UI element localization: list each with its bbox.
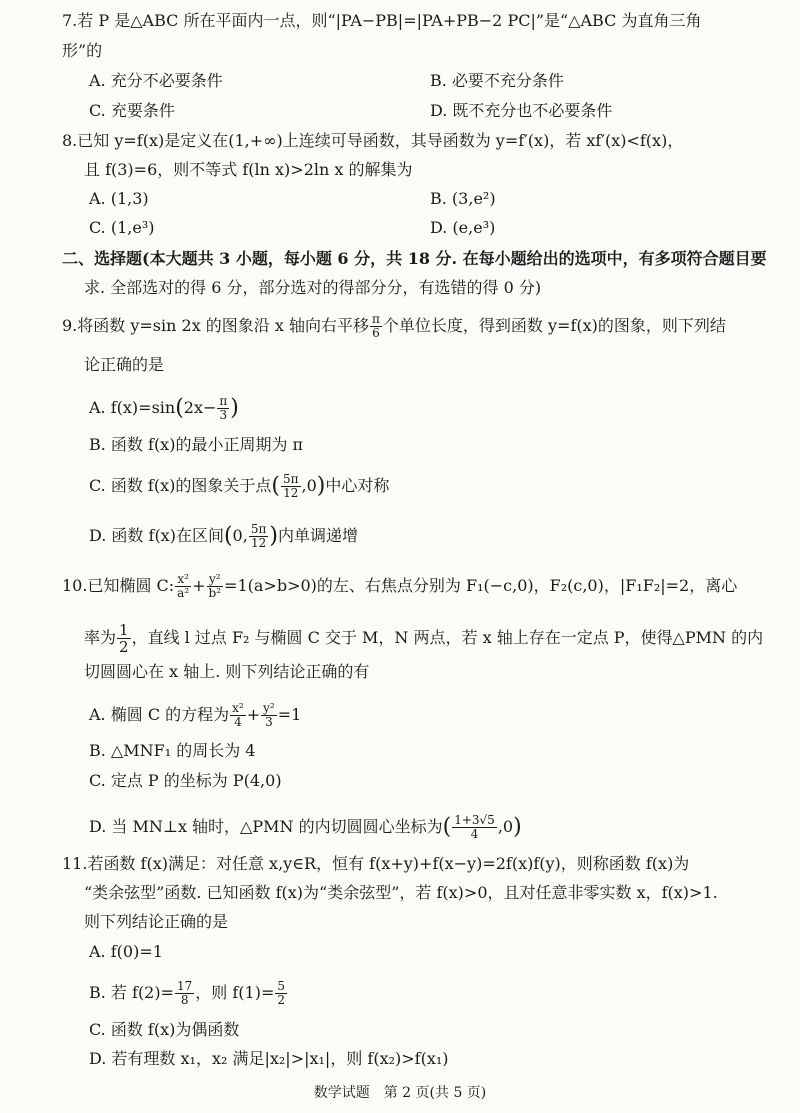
q9-option-a-inner: 2x− [183, 398, 217, 417]
q10-option-c: C. 定点 P 的坐标为 P(4,0) [89, 771, 282, 790]
q9-option-d-tail: 内单调递增 [277, 526, 358, 545]
q10-stem-text-b: =1(a>b>0)的左、右焦点分别为 F₁(−c,0)，F₂(c,0)，|F₁F₂|=2，离心 [224, 576, 738, 595]
fraction-denominator: a² [177, 586, 190, 600]
fraction-numerator: x² [232, 701, 244, 715]
q9-option-a-fraction [217, 395, 229, 422]
fraction-denominator: 12 [250, 536, 267, 550]
q10-option-a-xfrac [230, 702, 246, 729]
q9-option-d-inner: 0, [232, 526, 248, 545]
section2-heading: 二、选择题(本大题共 3 小题，每小题 6 分，共 18 分. 在每小题给出的选项中，有多项符合题目要 [62, 249, 767, 268]
q9-stem-text-a: 9.将函数 y=sin 2x 的图象沿 x 轴向右平移 [62, 316, 370, 335]
fraction-denominator: 3 [265, 715, 273, 729]
q10-option-a-yfrac [261, 702, 277, 729]
q11-option-b-text: B. 若 f(2)= [89, 983, 175, 1002]
q10-x-fraction [175, 573, 191, 600]
fraction-denominator: 4 [234, 715, 242, 729]
q8-stem-line1: 8.已知 y=f(x)是定义在(1,+∞)上连续可导函数，其导函数为 y=f′(x)，若 xf′(x)<f(x)， [62, 131, 684, 150]
q10-stem-text-c: 率为 [84, 628, 117, 647]
q10-stem-text-d: ，直线 l 过点 F₂ 与椭圆 C 交于 M，N 两点，若 x 轴上存在一定点 P，使得△PMN 的内 [131, 628, 764, 647]
q9-option-c-fraction [281, 473, 301, 500]
q9-stem-line1 [62, 313, 726, 340]
fraction-denominator: 4 [470, 827, 479, 841]
fraction-numerator: 17 [177, 979, 193, 993]
fraction-numerator: x² [175, 573, 191, 587]
q10-option-d-fraction [452, 814, 497, 841]
q9-stem-text-b: 个单位长度，得到函数 y=f(x)的图象，则下列结 [382, 316, 726, 335]
q11-stem-line1: 11.若函数 f(x)满足：对任意 x,y∈R，恒有 f(x+y)+f(x−y)=2f(x)f(y)，则称函数 f(x)为 [62, 854, 690, 873]
q10-eccentricity-fraction [117, 622, 131, 655]
fraction-denominator: 3 [219, 408, 228, 422]
q11-option-a: A. f(0)=1 [89, 942, 163, 961]
q7-stem-line1: 7.若 P 是△ABC 所在平面内一点，则“|PA−PB|=|PA+PB−2 PC|”是“△ABC 为直角三角 [62, 11, 702, 30]
fraction-denominator: 6 [372, 326, 380, 340]
fraction-numerator: 1 [119, 621, 129, 639]
fraction-numerator: π [372, 312, 380, 326]
q10-option-a-post: =1 [277, 705, 302, 724]
q11-option-c: C. 函数 f(x)为偶函数 [89, 1020, 240, 1039]
fraction-numerator: 1+3√5 [454, 813, 495, 827]
q9-shift-fraction [370, 313, 382, 340]
q10-stem-line2 [62, 622, 763, 655]
q9-option-d: D. 函数 f(x)在区间(0, $\frac{5\pi}{12}$ )内单调递增 [89, 522, 358, 550]
q10-option-a-text: A. 椭圆 C 的方程为 [89, 705, 230, 724]
q9-option-c-tail: 中心对称 [325, 476, 390, 495]
fraction-denominator: 2 [119, 638, 129, 656]
q10-stem-text-a: 10.已知椭圆 C: [62, 576, 175, 595]
fraction-numerator: 5π [282, 472, 299, 486]
q7-option-c: C. 充要条件 [89, 101, 175, 120]
q7-option-a: A. 充分不必要条件 [89, 71, 223, 90]
fraction-denominator: 12 [283, 486, 299, 500]
q9-option-a: A. f(x)=sin(2x− $\frac{\pi}{3}$ ) [89, 394, 239, 422]
q9-option-d-text: D. 函数 f(x)在区间 [89, 526, 224, 545]
q11-stem-line3: 则下列结论正确的是 [84, 912, 229, 931]
q9-option-a-text: A. f(x)=sin [89, 398, 176, 417]
q10-stem-line1: 10.已知椭圆 C: $\frac{\text{x²}}{\text{a²}}$ + $\frac{\text{y²}}{\text{b²}}$ =1(a>b>0)的左、右焦点分别为 F₁(−c,0)，F₂(c,0)，|F₁F₂|=2，离心 [62, 572, 738, 600]
q9-option-c-post: ,0 [301, 476, 317, 495]
q9-stem-line2: 论正确的是 [84, 355, 165, 374]
q7-option-b: B. 必要不充分条件 [430, 71, 564, 90]
q8-option-c: C. (1,e³) [89, 218, 155, 237]
q11-option-b-frac2 [275, 980, 287, 1007]
q11-stem-line2: “类余弦型”函数. 已知函数 f(x)为“类余弦型”，若 f(x)>0，且对任意非零实数 x，f(x)>1. [84, 883, 718, 902]
q10-option-d-text: D. 当 MN⊥x 轴时，△PMN 的内切圆圆心坐标为 [89, 817, 443, 836]
q7-option-d: D. 既不充分也不必要条件 [430, 101, 613, 120]
q10-option-d: D. 当 MN⊥x 轴时，△PMN 的内切圆圆心坐标为( $\frac{1+3√5}{4}$ ,0) [89, 813, 522, 841]
q8-option-b: B. (3,e²) [430, 189, 496, 208]
fraction-numerator: π [219, 394, 228, 408]
q9-option-c: C. 函数 f(x)的图象关于点( $\frac{5\pi}{12}$ ,0)中心对称 [89, 472, 390, 500]
q10-stem-line3: 切圆圆心在 x 轴上. 则下列结论正确的有 [84, 662, 370, 681]
q11-option-b [89, 980, 288, 1007]
q8-option-a: A. (1,3) [89, 189, 149, 208]
q11-option-b-frac1 [175, 980, 194, 1007]
q9-option-c-text: C. 函数 f(x)的图象关于点 [89, 476, 272, 495]
fraction-denominator: 8 [180, 993, 189, 1007]
q10-option-a: A. 椭圆 C 的方程为 $\frac{\text{x²}}{4}$ + $\frac{\text{y²}}{3}$ =1 [89, 701, 302, 729]
fraction-denominator: 2 [277, 993, 286, 1007]
fraction-numerator: y² [207, 573, 224, 587]
q10-y-fraction [207, 573, 224, 600]
q8-stem-line2: 且 f(3)=6，则不等式 f(ln x)>2ln x 的解集为 [84, 160, 413, 179]
section2-instructions: 求. 全部选对的得 6 分，部分选对的得部分分，有选错的得 0 分) [84, 278, 542, 297]
fraction-denominator: b² [208, 586, 222, 600]
page-footer: 数学试题 第 2 页(共 5 页) [313, 1085, 487, 1101]
fraction-numerator: y² [263, 701, 275, 715]
q9-option-d-fraction [249, 523, 269, 550]
q11-option-d: D. 若有理数 x₁，x₂ 满足|x₂|>|x₁|，则 f(x₂)>f(x₁) [89, 1049, 449, 1068]
fraction-numerator: 5 [277, 979, 286, 993]
q9-option-b: B. 函数 f(x)的最小正周期为 π [89, 435, 304, 454]
q7-stem-line2: 形”的 [62, 41, 103, 60]
fraction-numerator: 5π [250, 522, 267, 536]
q11-option-b-mid: ，则 f(1)= [195, 983, 275, 1002]
q10-option-d-post: ,0 [497, 817, 514, 836]
q8-option-d: D. (e,e³) [430, 218, 496, 237]
q10-option-b: B. △MNF₁ 的周长为 4 [89, 741, 256, 760]
